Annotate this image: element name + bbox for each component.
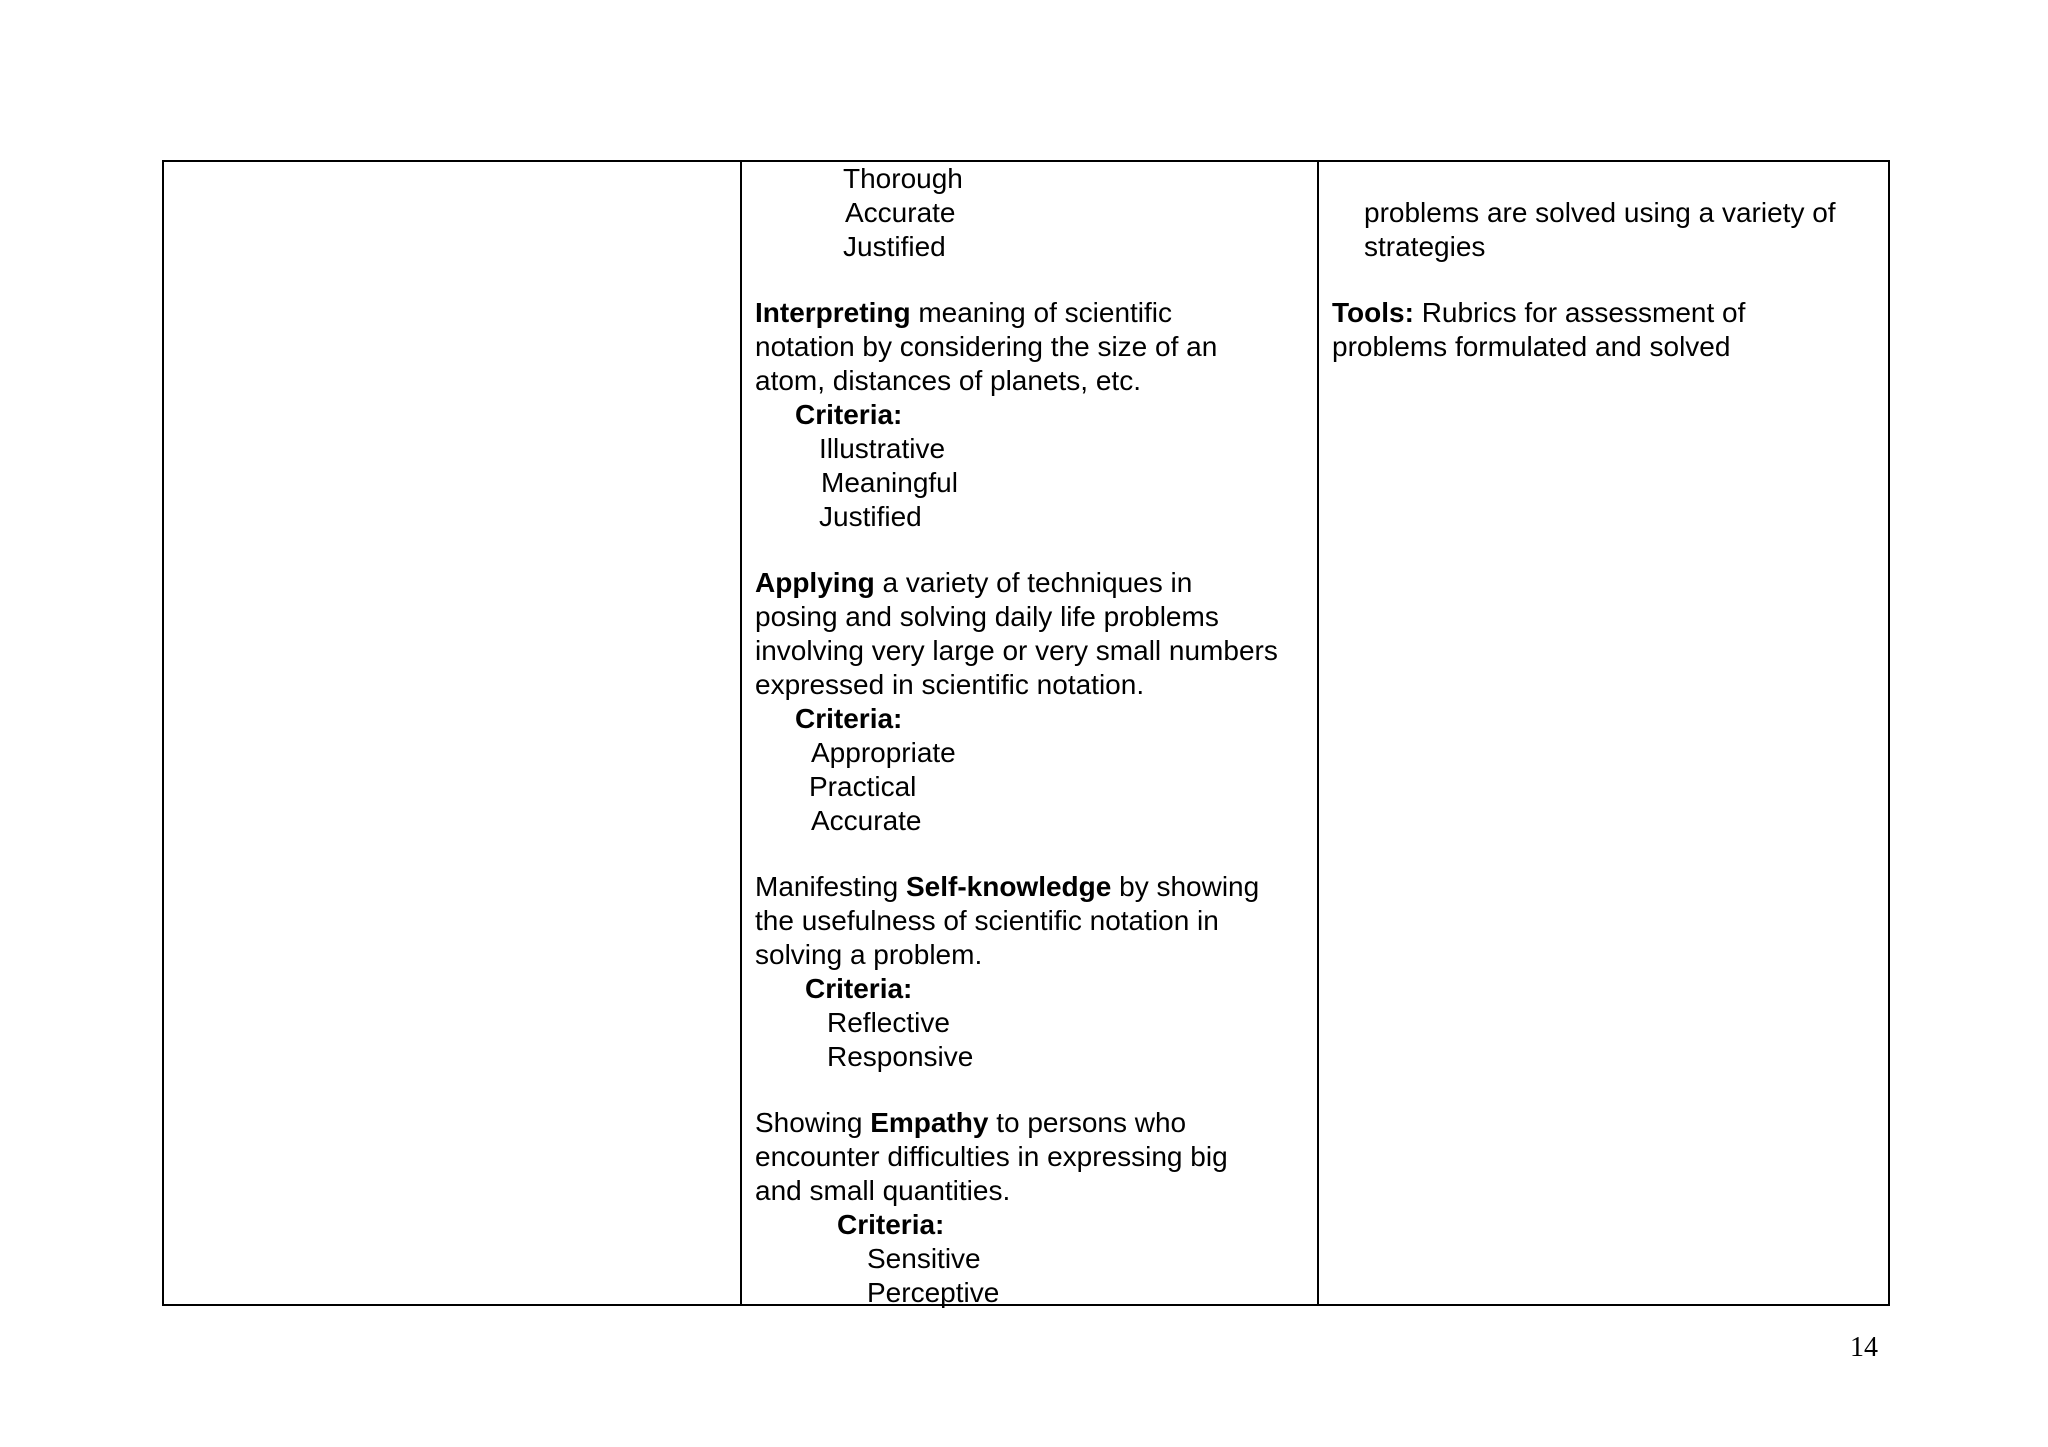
- applying-line-1: Applying a variety of techniques in: [755, 567, 1193, 598]
- interpreting-line-2: notation by considering the size of an: [755, 331, 1218, 362]
- empathy-line-3: and small quantities.: [755, 1175, 1011, 1206]
- criteria-item: Illustrative: [819, 433, 946, 464]
- interpreting-keyword: Interpreting: [755, 297, 911, 328]
- criteria-label: Criteria:: [837, 1209, 945, 1240]
- assessment-table: [162, 160, 1890, 1306]
- self-knowledge-keyword: Self-knowledge: [905, 871, 1112, 902]
- applying-keyword: Applying: [755, 567, 875, 598]
- criteria-item: Justified: [843, 231, 946, 262]
- criteria-item: Appropriate: [811, 737, 956, 768]
- criteria-item: Accurate: [845, 197, 956, 228]
- criteria-item: Justified: [819, 501, 922, 532]
- continued-line-1: problems are solved using a variety of: [1364, 197, 1836, 228]
- criteria-item: Responsive: [827, 1041, 974, 1072]
- criteria-item: Perceptive: [867, 1277, 1000, 1308]
- self-knowledge-line-1: Manifesting Self-knowledge by showing: [755, 871, 1260, 902]
- column-3-content: [1332, 196, 1836, 364]
- criteria-item: Accurate: [811, 805, 922, 836]
- criteria-label: Criteria:: [805, 973, 913, 1004]
- criteria-label: Criteria:: [795, 703, 903, 734]
- applying-line-2: posing and solving daily life problems: [755, 601, 1219, 632]
- column-2-content: [755, 162, 1278, 1310]
- table-column-3: [1319, 162, 1888, 1304]
- continued-line-2: strategies: [1364, 231, 1486, 262]
- tools-line-1: Tools: Rubrics for assessment of: [1332, 297, 1746, 328]
- empathy-line-2: encounter difficulties in expressing big: [755, 1141, 1228, 1172]
- criteria-item: Thorough: [843, 163, 963, 194]
- interpreting-line-3: atom, distances of planets, etc.: [755, 365, 1141, 396]
- criteria-item: Practical: [809, 771, 917, 802]
- interpreting-line-1: Interpreting meaning of scientific: [755, 297, 1173, 328]
- empathy-keyword: Empathy: [870, 1107, 989, 1138]
- criteria-item: Reflective: [827, 1007, 950, 1038]
- empathy-line-1: Showing Empathy to persons who: [755, 1107, 1187, 1138]
- criteria-item: Meaningful: [821, 467, 958, 498]
- table-column-2: [742, 162, 1319, 1308]
- tools-label: Tools:: [1332, 297, 1414, 328]
- page-number: 14: [1850, 1332, 1878, 1363]
- criteria-label: Criteria:: [795, 399, 903, 430]
- table-column-1: [164, 162, 742, 1304]
- self-knowledge-line-2: the usefulness of scientific notation in: [755, 905, 1219, 936]
- tools-line-2: problems formulated and solved: [1332, 331, 1731, 362]
- criteria-item: Sensitive: [867, 1243, 981, 1274]
- applying-line-3: involving very large or very small numbers: [755, 635, 1278, 666]
- self-knowledge-line-3: solving a problem.: [755, 939, 983, 970]
- applying-line-4: expressed in scientific notation.: [755, 669, 1145, 700]
